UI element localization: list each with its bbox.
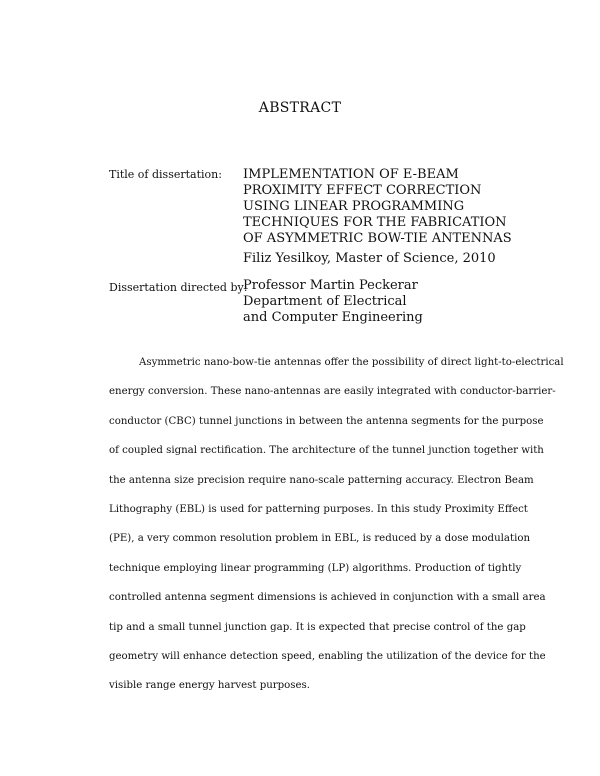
abstract-line: of coupled signal rectification. The architecture of the tunnel junction together with — [109, 445, 544, 457]
title-label: Title of dissertation: — [109, 168, 222, 181]
title-line: USING LINEAR PROGRAMMING — [243, 199, 465, 214]
abstract-line: energy conversion. These nano-antennas are easily integrated with conductor-barrier- — [109, 386, 556, 398]
abstract-line: Asymmetric nano-bow-tie antennas offer the possibility of direct light-to-electrical — [139, 357, 564, 368]
director-line: Department of Electrical — [243, 294, 407, 309]
title-line: OF ASYMMETRIC BOW-TIE ANTENNAS — [243, 231, 512, 246]
abstract-line: Lithography (EBL) is used for patterning purposes. In this study Proximity Effect — [109, 504, 528, 516]
director-label: Dissertation directed by: — [109, 281, 248, 294]
abstract-body — [109, 348, 564, 701]
title-line: TECHNIQUES FOR THE FABRICATION — [243, 215, 507, 230]
abstract-line: geometry will enhance detection speed, enabling the utilization of the device for the — [109, 651, 546, 663]
page-heading: ABSTRACT — [258, 100, 342, 116]
abstract-line: (PE), a very common resolution problem in EBL, is reduced by a dose modulation — [109, 533, 531, 545]
title-line: IMPLEMENTATION OF E-BEAM — [243, 167, 459, 182]
abstract-line: tip and a small tunnel junction gap. It is expected that precise control of the gap — [109, 621, 526, 633]
abstract-line: controlled antenna segment dimensions is achieved in conjunction with a small area — [109, 592, 546, 604]
title-line: PROXIMITY EFFECT CORRECTION — [243, 183, 482, 198]
director-info — [243, 278, 423, 326]
director-line: Professor Martin Peckerar — [243, 278, 418, 293]
abstract-line: technique employing linear programming (LP) algorithms. Production of tightly — [109, 562, 522, 574]
abstract-line: the antenna size precision require nano-scale patterning accuracy. Electron Beam — [109, 474, 534, 486]
abstract-line: visible range energy harvest purposes. — [109, 680, 311, 692]
director-line: and Computer Engineering — [243, 310, 423, 325]
author-degree-line: Filiz Yesilkoy, Master of Science, 2010 — [243, 251, 496, 266]
abstract-line: conductor (CBC) tunnel junctions in between the antenna segments for the purpose — [109, 415, 544, 427]
dissertation-title — [243, 167, 512, 247]
